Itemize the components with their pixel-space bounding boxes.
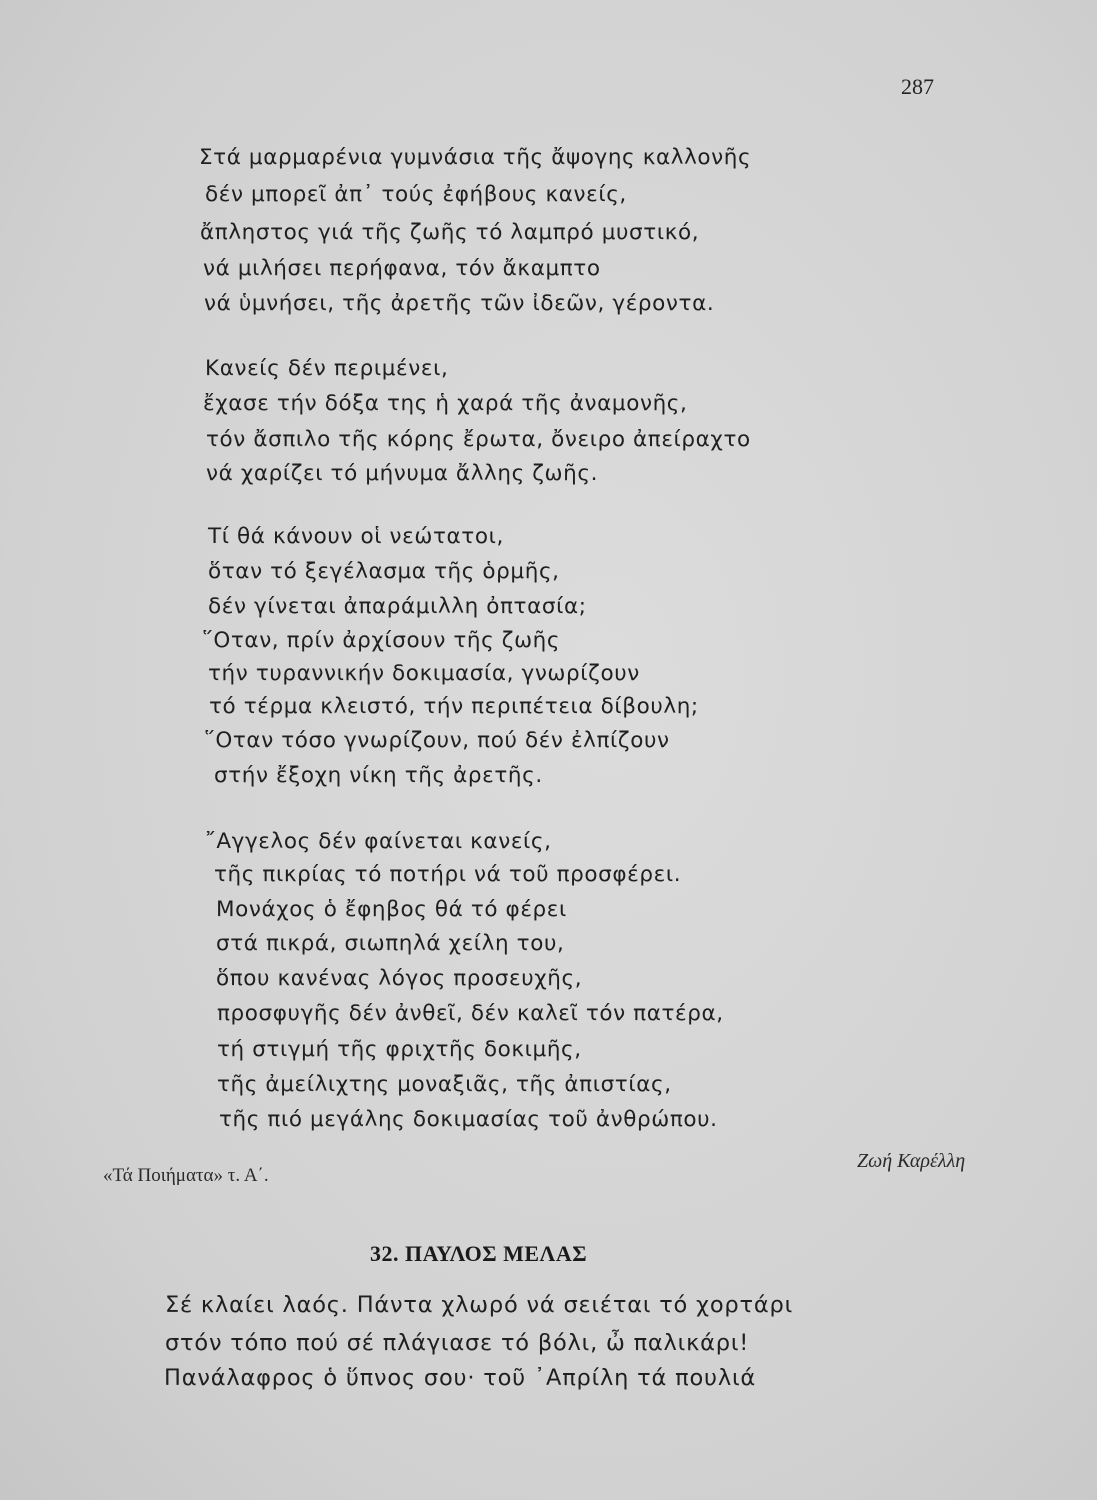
poem-line: τήν τυραννικήν δοκιμασία, γνωρίζουν (208, 661, 640, 686)
poem-line: στόν τόπο πού σέ πλάγιασε τό βόλι, ὦ παλικάρι! (165, 1330, 750, 1356)
poem-line: νά μιλήσει περήφανα, τόν ἄκαμπτο (203, 256, 601, 281)
poem-line: ὅταν τό ξεγέλασμα τῆς ὁρμῆς, (208, 559, 560, 584)
poem-line: τή στιγμή τῆς φριχτῆς δοκιμῆς, (217, 1037, 582, 1062)
poem-line: στά πικρά, σιωπηλά χείλη του, (216, 931, 565, 956)
poem-line: Στά μαρμαρένια γυμνάσια τῆς ἄψογης καλλονῆς (199, 145, 752, 170)
poem-line: τῆς πιό μεγάλης δοκιμασίας τοῦ ἀνθρώπου. (219, 1107, 718, 1132)
page-number: 287 (901, 74, 934, 99)
poem-line: νά ὑμνήσει, τῆς ἀρετῆς τῶν ἰδεῶν, γέροντα. (204, 291, 715, 316)
poem-line: δέν μπορεῖ ἀπ᾽ τούς ἐφήβους κανείς, (205, 182, 627, 207)
poem-line: Μονάχος ὁ ἔφηβος θά τό φέρει (216, 897, 567, 922)
poem-line: τό τέρμα κλειστό, τήν περιπέτεια δίβουλη; (209, 694, 699, 719)
poem-line: ἔχασε τήν δόξα της ἡ χαρά τῆς ἀναμονῆς, (203, 391, 688, 416)
poem-line: στήν ἔξοχη νίκη τῆς ἀρετῆς. (214, 763, 543, 788)
poem-line: ἄπληστος γιά τῆς ζωῆς τό λαμπρό μυστικό, (200, 220, 700, 245)
section-title: 32. ΠΑΥΛΟΣ ΜΕΛΑΣ (370, 1241, 588, 1266)
poem-line: ὅπου κανένας λόγος προσευχῆς, (216, 966, 583, 991)
poem-line: Κανείς δέν περιμένει, (205, 356, 449, 381)
poem-line: τῆς ἀμείλιχτης μοναξιᾶς, τῆς ἀπιστίας, (217, 1072, 672, 1097)
poem-line: Σέ κλαίει λαός. Πάντα χλωρό νά σειέται τό χορτάρι (165, 1292, 793, 1318)
poem-line: Τί θά κάνουν οἱ νεώτατοι, (208, 524, 504, 549)
poem-line: τόν ἄσπιλο τῆς κόρης ἔρωτα, ὄνειρο ἀπείραχτο (206, 427, 751, 452)
poem-line: Πανάλαφρος ὁ ὕπνος σου· τοῦ ᾿Απρίλη τά πουλιά (164, 1365, 756, 1391)
poem-line: προσφυγῆς δέν ἀνθεῖ, δέν καλεῖ τόν πατέρα, (217, 1001, 724, 1026)
poem-source: «Τά Ποιήματα» τ. Α΄. (103, 1165, 269, 1186)
poem-author: Ζωή Καρέλλη (857, 1150, 966, 1172)
poem-line: νά χαρίζει τό μήνυμα ἄλλης ζωῆς. (206, 461, 599, 486)
poem-line: δέν γίνεται ἀπαράμιλλη ὀπτασία; (208, 594, 587, 619)
poem-line: τῆς πικρίας τό ποτήρι νά τοῦ προσφέρει. (214, 862, 682, 887)
poem-line: ῞Οταν, πρίν ἀρχίσουν τῆς ζωῆς (202, 628, 561, 653)
poem-line: ῞Οταν τόσο γνωρίζουν, πού δέν ἐλπίζουν (204, 728, 670, 753)
poem-line: ῎Αγγελος δέν φαίνεται κανείς, (205, 829, 552, 854)
